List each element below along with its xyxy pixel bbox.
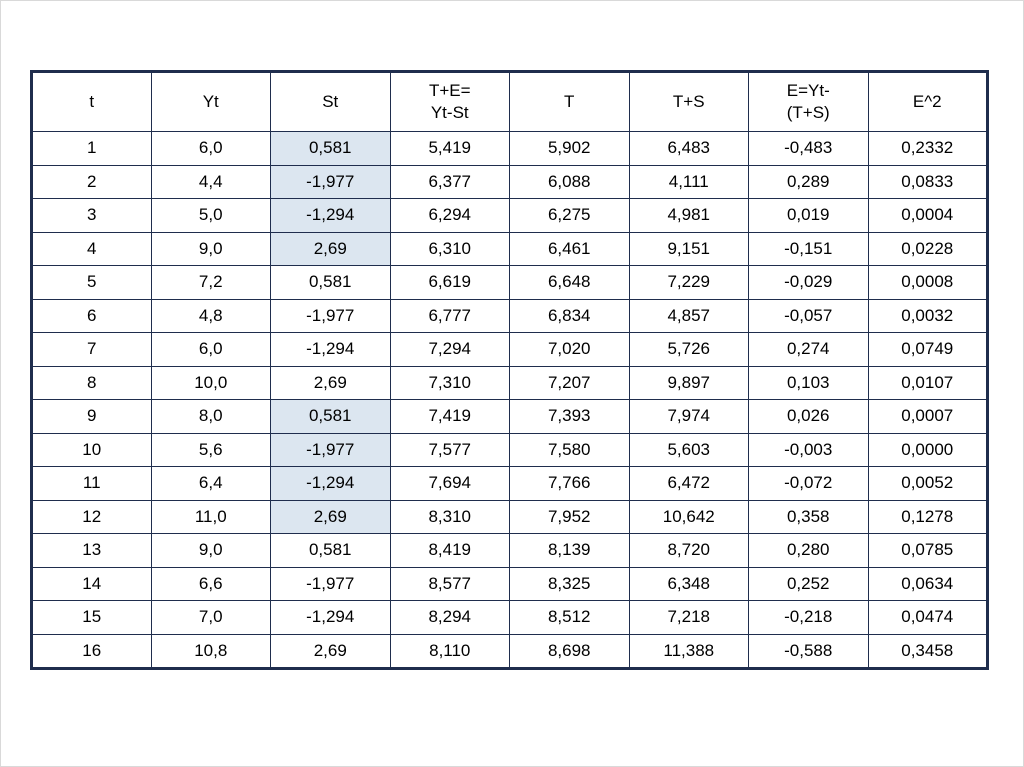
- cell-error: -0,072: [749, 467, 869, 501]
- cell-t-plus-s: 5,726: [629, 333, 749, 367]
- cell-yt: 5,0: [151, 199, 271, 233]
- cell-st: 0,581: [271, 132, 391, 166]
- cell-t-plus-s: 7,229: [629, 266, 749, 300]
- cell-t-plus-e: 7,419: [390, 400, 510, 434]
- cell-st: -1,294: [271, 467, 391, 501]
- table-row: [32, 132, 988, 166]
- cell-t-plus-s: 5,603: [629, 433, 749, 467]
- cell-t: 15: [32, 601, 152, 635]
- cell-t: 11: [32, 467, 152, 501]
- table-row: [32, 534, 988, 568]
- cell-error: -0,029: [749, 266, 869, 300]
- cell-st: -1,977: [271, 299, 391, 333]
- cell-t: 6: [32, 299, 152, 333]
- cell-yt: 7,2: [151, 266, 271, 300]
- cell-st: 2,69: [271, 366, 391, 400]
- cell-error-squared: 0,0052: [868, 467, 988, 501]
- cell-st: -1,294: [271, 333, 391, 367]
- cell-trend: 7,020: [510, 333, 630, 367]
- header-error-squared: E^2: [868, 72, 988, 132]
- cell-t: 3: [32, 199, 152, 233]
- cell-trend: 6,648: [510, 266, 630, 300]
- cell-yt: 10,0: [151, 366, 271, 400]
- cell-yt: 6,0: [151, 333, 271, 367]
- cell-error: 0,289: [749, 165, 869, 199]
- cell-t: 9: [32, 400, 152, 434]
- cell-trend: 8,698: [510, 634, 630, 669]
- cell-error-squared: 0,0634: [868, 567, 988, 601]
- cell-trend: 6,088: [510, 165, 630, 199]
- cell-t-plus-s: 10,642: [629, 500, 749, 534]
- cell-t: 13: [32, 534, 152, 568]
- cell-yt: 4,8: [151, 299, 271, 333]
- cell-yt: 5,6: [151, 433, 271, 467]
- cell-error-squared: 0,0474: [868, 601, 988, 635]
- table-row: [32, 634, 988, 669]
- cell-t-plus-e: 8,110: [390, 634, 510, 669]
- cell-error-squared: 0,0004: [868, 199, 988, 233]
- cell-error-squared: 0,1278: [868, 500, 988, 534]
- cell-st: 2,69: [271, 232, 391, 266]
- header-t-plus-s: T+S: [629, 72, 749, 132]
- header-t-plus-e: T+E= Yt-St: [390, 72, 510, 132]
- table-row: [32, 467, 988, 501]
- cell-t-plus-e: 8,419: [390, 534, 510, 568]
- cell-trend: 5,902: [510, 132, 630, 166]
- cell-error-squared: 0,0032: [868, 299, 988, 333]
- cell-error-squared: 0,0749: [868, 333, 988, 367]
- cell-t-plus-s: 8,720: [629, 534, 749, 568]
- cell-error: -0,057: [749, 299, 869, 333]
- cell-error: 0,252: [749, 567, 869, 601]
- cell-t: 16: [32, 634, 152, 669]
- cell-t-plus-e: 5,419: [390, 132, 510, 166]
- cell-yt: 4,4: [151, 165, 271, 199]
- cell-t-plus-e: 7,294: [390, 333, 510, 367]
- cell-t-plus-s: 4,857: [629, 299, 749, 333]
- cell-yt: 10,8: [151, 634, 271, 669]
- table-row: [32, 433, 988, 467]
- cell-t-plus-s: 11,388: [629, 634, 749, 669]
- cell-error: -0,151: [749, 232, 869, 266]
- cell-t-plus-s: 4,111: [629, 165, 749, 199]
- cell-error-squared: 0,3458: [868, 634, 988, 669]
- table-row: [32, 601, 988, 635]
- cell-error-squared: 0,0007: [868, 400, 988, 434]
- cell-error-squared: 0,0000: [868, 433, 988, 467]
- cell-error: 0,358: [749, 500, 869, 534]
- cell-trend: 7,207: [510, 366, 630, 400]
- cell-t-plus-e: 6,310: [390, 232, 510, 266]
- table-row: [32, 500, 988, 534]
- cell-trend: 6,461: [510, 232, 630, 266]
- cell-st: -1,977: [271, 165, 391, 199]
- table-container: [30, 70, 989, 670]
- cell-st: -1,294: [271, 601, 391, 635]
- cell-t-plus-e: 8,294: [390, 601, 510, 635]
- cell-t: 4: [32, 232, 152, 266]
- cell-t-plus-e: 6,377: [390, 165, 510, 199]
- cell-error-squared: 0,0008: [868, 266, 988, 300]
- cell-t-plus-e: 6,294: [390, 199, 510, 233]
- cell-t-plus-s: 7,974: [629, 400, 749, 434]
- cell-error: 0,019: [749, 199, 869, 233]
- header-error: E=Yt- (T+S): [749, 72, 869, 132]
- cell-t-plus-e: 6,619: [390, 266, 510, 300]
- table-row: [32, 400, 988, 434]
- table-row: [32, 366, 988, 400]
- cell-t-plus-e: 7,577: [390, 433, 510, 467]
- cell-error: -0,003: [749, 433, 869, 467]
- cell-t: 12: [32, 500, 152, 534]
- cell-error: 0,026: [749, 400, 869, 434]
- cell-t-plus-s: 6,483: [629, 132, 749, 166]
- cell-t-plus-s: 6,348: [629, 567, 749, 601]
- table-row: [32, 299, 988, 333]
- table-body: [32, 132, 988, 669]
- cell-error: -0,588: [749, 634, 869, 669]
- cell-trend: 6,834: [510, 299, 630, 333]
- cell-t: 5: [32, 266, 152, 300]
- header-row: [32, 72, 988, 132]
- cell-yt: 6,4: [151, 467, 271, 501]
- header-trend: T: [510, 72, 630, 132]
- table-row: [32, 266, 988, 300]
- cell-trend: 7,952: [510, 500, 630, 534]
- cell-yt: 8,0: [151, 400, 271, 434]
- cell-t-plus-s: 9,151: [629, 232, 749, 266]
- cell-error-squared: 0,0785: [868, 534, 988, 568]
- cell-trend: 8,139: [510, 534, 630, 568]
- cell-t-plus-e: 8,310: [390, 500, 510, 534]
- cell-trend: 8,325: [510, 567, 630, 601]
- table-row: [32, 567, 988, 601]
- cell-yt: 6,0: [151, 132, 271, 166]
- cell-error: 0,280: [749, 534, 869, 568]
- header-yt: Yt: [151, 72, 271, 132]
- cell-error: 0,103: [749, 366, 869, 400]
- cell-t-plus-e: 8,577: [390, 567, 510, 601]
- cell-trend: 6,275: [510, 199, 630, 233]
- cell-error-squared: 0,2332: [868, 132, 988, 166]
- cell-error-squared: 0,0107: [868, 366, 988, 400]
- cell-t: 14: [32, 567, 152, 601]
- cell-t: 10: [32, 433, 152, 467]
- cell-trend: 7,766: [510, 467, 630, 501]
- cell-t-plus-e: 7,694: [390, 467, 510, 501]
- cell-st: 2,69: [271, 634, 391, 669]
- cell-yt: 9,0: [151, 534, 271, 568]
- cell-t: 1: [32, 132, 152, 166]
- cell-yt: 9,0: [151, 232, 271, 266]
- cell-t: 8: [32, 366, 152, 400]
- cell-st: 0,581: [271, 400, 391, 434]
- cell-trend: 8,512: [510, 601, 630, 635]
- table-row: [32, 165, 988, 199]
- cell-yt: 11,0: [151, 500, 271, 534]
- table-row: [32, 333, 988, 367]
- cell-st: 0,581: [271, 534, 391, 568]
- cell-t-plus-s: 7,218: [629, 601, 749, 635]
- cell-st: -1,977: [271, 567, 391, 601]
- cell-error-squared: 0,0228: [868, 232, 988, 266]
- cell-t-plus-s: 6,472: [629, 467, 749, 501]
- table-row: [32, 199, 988, 233]
- cell-error-squared: 0,0833: [868, 165, 988, 199]
- cell-trend: 7,393: [510, 400, 630, 434]
- table-row: [32, 232, 988, 266]
- header-st: St: [271, 72, 391, 132]
- cell-st: 2,69: [271, 500, 391, 534]
- cell-yt: 6,6: [151, 567, 271, 601]
- cell-yt: 7,0: [151, 601, 271, 635]
- cell-t-plus-s: 4,981: [629, 199, 749, 233]
- cell-t-plus-e: 7,310: [390, 366, 510, 400]
- cell-t: 2: [32, 165, 152, 199]
- cell-st: 0,581: [271, 266, 391, 300]
- header-t: t: [32, 72, 152, 132]
- data-table: [30, 70, 989, 670]
- cell-t: 7: [32, 333, 152, 367]
- cell-st: -1,977: [271, 433, 391, 467]
- cell-t-plus-s: 9,897: [629, 366, 749, 400]
- cell-error: -0,218: [749, 601, 869, 635]
- cell-trend: 7,580: [510, 433, 630, 467]
- cell-error: 0,274: [749, 333, 869, 367]
- cell-st: -1,294: [271, 199, 391, 233]
- cell-error: -0,483: [749, 132, 869, 166]
- cell-t-plus-e: 6,777: [390, 299, 510, 333]
